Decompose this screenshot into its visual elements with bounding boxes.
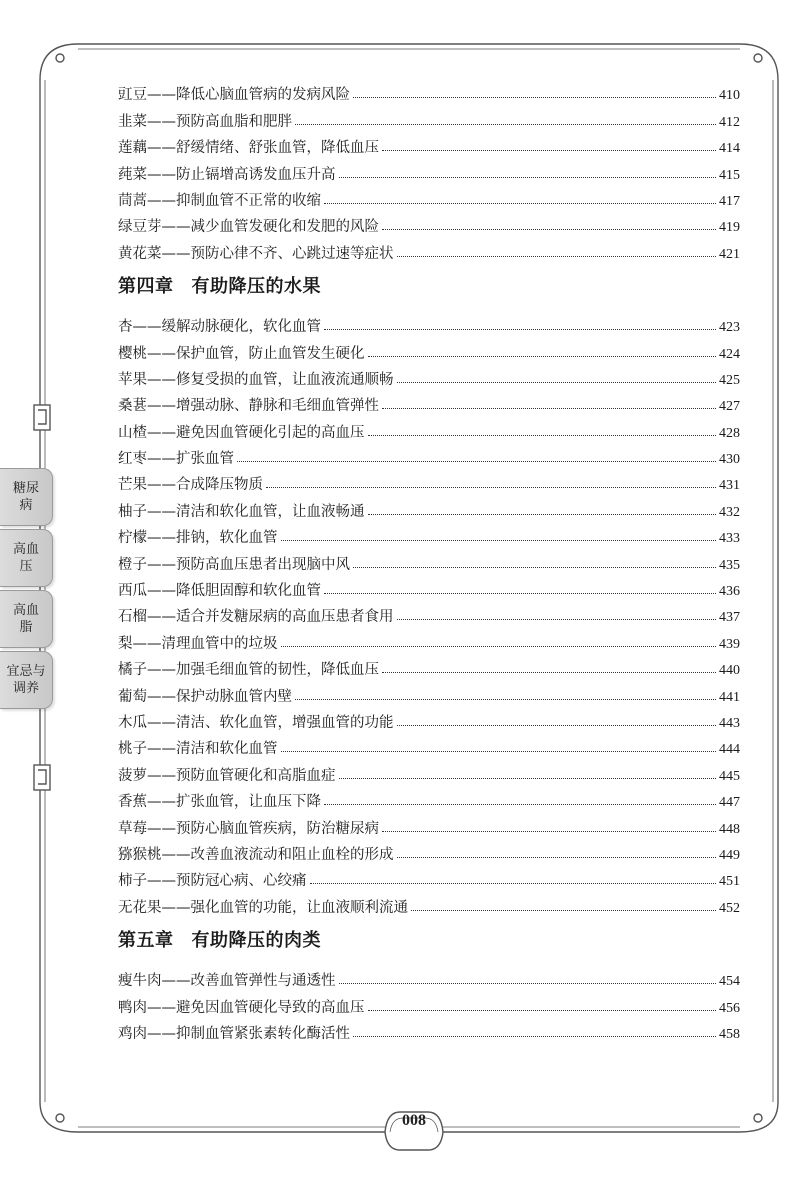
dot-leader: [281, 751, 717, 752]
toc-entry-page: 447: [719, 795, 740, 811]
toc-entry[interactable]: [118, 236, 740, 262]
toc-entry-page: 421: [719, 246, 740, 262]
toc-entry-title: 豇豆——降低心脑血管病的发病风险: [118, 87, 350, 104]
chapter-title: 有助降压的水果: [191, 275, 321, 297]
side-tab-label: 糖尿: [12, 481, 39, 496]
chapter-heading: [118, 271, 740, 298]
dot-leader: [324, 804, 716, 805]
toc-entry-title: 黄花菜——预防心律不齐、心跳过速等症状: [118, 245, 394, 262]
toc-entry[interactable]: [118, 990, 740, 1016]
toc-entry[interactable]: [118, 363, 740, 389]
toc-entry-title: 鸡肉——抑制血管紧张素转化酶活性: [118, 1025, 350, 1042]
dot-leader: [368, 1010, 717, 1011]
toc-entry-page: 437: [719, 610, 740, 626]
toc-entry-page: 435: [719, 557, 740, 573]
toc-entry[interactable]: [118, 210, 740, 236]
toc-entry-page: 436: [719, 584, 740, 600]
dot-leader: [281, 540, 717, 541]
toc-entry-title: 绿豆芽——减少血管发硬化和发肥的风险: [118, 219, 379, 236]
dot-leader: [237, 461, 716, 462]
toc-entry-page: 443: [719, 715, 740, 731]
toc-entry-title: 梨——清理血管中的垃圾: [118, 635, 278, 652]
toc-entry-title: 无花果——强化血管的功能，让血液顺利流通: [118, 899, 408, 916]
toc-entry[interactable]: [118, 864, 740, 890]
toc-entry-title: 西瓜——降低胆固醇和软化血管: [118, 583, 321, 600]
toc-entry-page: 454: [719, 974, 740, 990]
dot-leader: [353, 1036, 716, 1037]
toc-entry-title: 桃子——清洁和软化血管: [118, 741, 278, 758]
side-tab-label: 高血: [12, 603, 39, 618]
toc-entry[interactable]: [118, 574, 740, 600]
dot-leader: [324, 329, 716, 330]
toc-entry-title: 红枣——扩张血管: [118, 451, 234, 468]
toc-entry-page: 433: [719, 531, 740, 547]
toc-entry-title: 菠萝——预防血管硬化和高脂血症: [118, 767, 336, 784]
side-tab-label: 压: [19, 559, 33, 574]
toc-entry-page: 425: [719, 372, 740, 388]
toc-entry-page: 424: [719, 346, 740, 362]
page-number: 008: [402, 1112, 426, 1129]
side-tab[interactable]: [0, 468, 53, 526]
toc-entry-title: 芒果——合成降压物质: [118, 477, 263, 494]
toc-entry-page: 428: [719, 425, 740, 441]
dot-leader: [266, 487, 716, 488]
toc-entry-title: 草莓——预防心脑血管疾病，防治糖尿病: [118, 820, 379, 837]
toc-entry-title: 木瓜——清洁、软化血管，增强血管的功能: [118, 714, 394, 731]
chapter-title: 有助降压的肉类: [191, 929, 321, 951]
toc-entry-title: 樱桃——保护血管，防止血管发生硬化: [118, 345, 365, 362]
toc-entry[interactable]: [118, 758, 740, 784]
dot-leader: [368, 435, 717, 436]
toc-entry-page: 458: [719, 1026, 740, 1042]
toc-entry[interactable]: [118, 389, 740, 415]
toc-entry-page: 417: [719, 193, 740, 209]
toc-entry[interactable]: [118, 600, 740, 626]
toc-entry-title: 莲藕——舒缓情绪、舒张血管，降低血压: [118, 140, 379, 157]
toc-entry[interactable]: [118, 78, 740, 104]
toc-entry-page: 415: [719, 167, 740, 183]
toc-entry-page: 427: [719, 399, 740, 415]
dot-leader: [382, 408, 716, 409]
chapter-side-tabs: [0, 468, 58, 712]
side-tab[interactable]: [0, 590, 53, 648]
toc-entry[interactable]: [118, 131, 740, 157]
dot-leader: [310, 883, 717, 884]
side-tab-label: 宜忌与: [6, 664, 46, 679]
chapter-number: 第五章: [118, 929, 174, 951]
toc-entry[interactable]: [118, 706, 740, 732]
dot-leader: [353, 97, 716, 98]
toc-entry-page: 432: [719, 504, 740, 520]
toc-entry-title: 杏——缓解动脉硬化，软化血管: [118, 319, 321, 336]
toc-entry-page: 440: [719, 663, 740, 679]
dot-leader: [382, 672, 716, 673]
toc-entry-page: 445: [719, 768, 740, 784]
dot-leader: [411, 910, 716, 911]
toc-entry-title: 香蕉——扩张血管，让血压下降: [118, 794, 321, 811]
dot-leader: [324, 203, 716, 204]
toc-entry-page: 412: [719, 114, 740, 130]
side-tab[interactable]: [0, 651, 53, 709]
toc-entry-page: 456: [719, 1000, 740, 1016]
toc-entry-title: 苹果——修复受损的血管，让血液流通顺畅: [118, 371, 394, 388]
toc-entry[interactable]: [118, 811, 740, 837]
toc-entry[interactable]: [118, 521, 740, 547]
toc-entry-page: 452: [719, 900, 740, 916]
toc-entry-title: 鸭肉——避免因血管硬化导致的高血压: [118, 999, 365, 1016]
toc-entry-title: 莼菜——防止镉增高诱发血压升高: [118, 166, 336, 183]
dot-leader: [368, 356, 717, 357]
toc-entry-title: 柚子——清洁和软化血管，让血液畅通: [118, 503, 365, 520]
toc-entry-title: 柿子——预防冠心病、心绞痛: [118, 873, 307, 890]
toc-entry-title: 石榴——适合并发糖尿病的高血压患者食用: [118, 609, 394, 626]
side-tab[interactable]: [0, 529, 53, 587]
toc-entry[interactable]: [118, 468, 740, 494]
toc-entry-title: 韭菜——预防高血脂和肥胖: [118, 113, 292, 130]
dot-leader: [324, 593, 716, 594]
dot-leader: [397, 857, 717, 858]
dot-leader: [339, 778, 717, 779]
toc-entry[interactable]: [118, 104, 740, 130]
dot-leader: [339, 177, 717, 178]
toc-entry[interactable]: [118, 890, 740, 916]
toc-entry[interactable]: [118, 336, 740, 362]
toc-entry[interactable]: [118, 310, 740, 336]
toc-entry[interactable]: [118, 415, 740, 441]
dot-leader: [281, 646, 717, 647]
toc-entry-page: 410: [719, 88, 740, 104]
toc-entry-page: 444: [719, 742, 740, 758]
side-tab-label: 病: [19, 498, 33, 513]
toc-entry[interactable]: [118, 547, 740, 573]
toc-entry[interactable]: [118, 838, 740, 864]
dot-leader: [382, 150, 716, 151]
toc-entry[interactable]: [118, 442, 740, 468]
toc-entry-page: 431: [719, 478, 740, 494]
toc-entry-title: 柠檬——排钠，软化血管: [118, 530, 278, 547]
dot-leader: [382, 831, 716, 832]
dot-leader: [397, 382, 717, 383]
side-tab-label: 调养: [12, 681, 39, 696]
dot-leader: [382, 229, 716, 230]
dot-leader: [397, 725, 717, 726]
toc-entry-page: 414: [719, 141, 740, 157]
side-tab-label: 高血: [12, 542, 39, 557]
toc-entry-page: 419: [719, 220, 740, 236]
dot-leader: [295, 124, 716, 125]
toc-entry[interactable]: [118, 653, 740, 679]
toc-entry[interactable]: [118, 679, 740, 705]
toc-entry-title: 桑葚——增强动脉、静脉和毛细血管弹性: [118, 398, 379, 415]
toc-entry[interactable]: [118, 494, 740, 520]
table-of-contents: [118, 78, 740, 1043]
toc-entry-page: 448: [719, 821, 740, 837]
toc-entry[interactable]: [118, 964, 740, 990]
dot-leader: [295, 699, 716, 700]
side-tab-label: 脂: [19, 620, 33, 635]
chapter-heading: [118, 925, 740, 952]
toc-entry-page: 451: [719, 874, 740, 890]
dot-leader: [339, 983, 717, 984]
chapter-number: 第四章: [118, 275, 174, 297]
toc-entry-page: 430: [719, 452, 740, 468]
toc-entry-title: 葡萄——保护动脉血管内壁: [118, 688, 292, 705]
toc-entry-title: 橘子——加强毛细血管的韧性，降低血压: [118, 662, 379, 679]
toc-entry-page: 441: [719, 689, 740, 705]
toc-entry[interactable]: [118, 1017, 740, 1043]
dot-leader: [397, 256, 717, 257]
toc-entry-title: 猕猴桃——改善血液流动和阻止血栓的形成: [118, 846, 394, 863]
toc-entry-page: 439: [719, 636, 740, 652]
toc-entry[interactable]: [118, 626, 740, 652]
toc-entry-title: 橙子——预防高血压患者出现脑中风: [118, 556, 350, 573]
dot-leader: [368, 514, 717, 515]
dot-leader: [353, 567, 716, 568]
toc-entry[interactable]: [118, 785, 740, 811]
toc-entry-page: 423: [719, 320, 740, 336]
toc-entry-title: 山楂——避免因血管硬化引起的高血压: [118, 424, 365, 441]
toc-entry[interactable]: [118, 732, 740, 758]
dot-leader: [397, 619, 717, 620]
toc-entry[interactable]: [118, 184, 740, 210]
toc-entry-title: 瘦牛肉——改善血管弹性与通透性: [118, 973, 336, 990]
toc-entry-title: 茼蒿——抑制血管不正常的收缩: [118, 192, 321, 209]
toc-entry-page: 449: [719, 847, 740, 863]
toc-entry[interactable]: [118, 157, 740, 183]
